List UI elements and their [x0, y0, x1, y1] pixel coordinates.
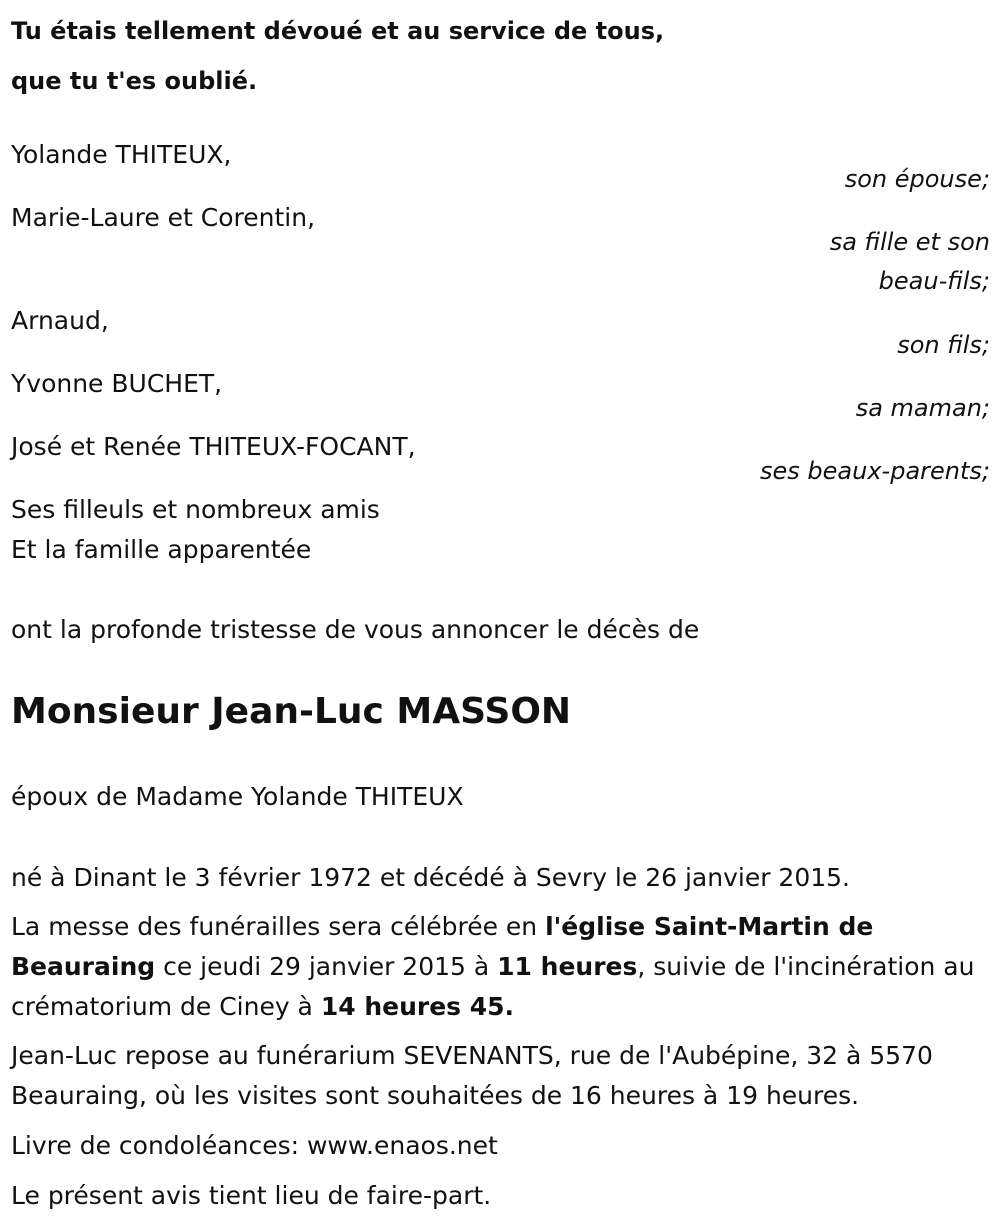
condolences-line: Livre de condoléances: www.enaos.net [11, 1131, 498, 1160]
family-member-name: Arnaud, [11, 306, 109, 335]
family-member-relation: sa fille et son beau-fils; [829, 228, 990, 295]
spouse-line: époux de Madame Yolande THITEUX [11, 782, 464, 811]
family-member-name: Yolande THITEUX, [11, 140, 232, 169]
quote-line: que tu t'es oublié. [11, 67, 258, 95]
repose-details: Jean-Luc repose au funérarium SEVENANTS, rue de l'Aubépine, 32 à 5570 Beauraing, où les visites sont souhaitées de 16 heures à 19 heures. [11, 1041, 933, 1110]
other-family-line: Ses filleuls et nombreux amis [11, 495, 380, 524]
announcement-text: ont la profonde tristesse de vous annoncer le décès de [11, 615, 700, 644]
other-family-line: Et la famille apparentée [11, 535, 312, 564]
family-member-name: Yvonne BUCHET, [11, 369, 223, 398]
notice-line: Le présent avis tient lieu de faire-part. [11, 1181, 492, 1210]
family-member-relation: sa maman; [855, 394, 990, 422]
epitaph-quote [11, 6, 664, 106]
funeral-details: La messe des funérailles sera célébrée en l'église Saint-Martin de Beauraing ce jeudi 29 janvier 2015 à 11 heures, suivie de l'incinération au crématorium de Ciney à 14 heures 45. [11, 912, 975, 1021]
quote-line: Tu étais tellement dévoué et au service de tous, [11, 17, 665, 45]
family-member-relation: son épouse; [844, 165, 990, 193]
cremation-time: 14 heures 45. [320, 992, 515, 1021]
deceased-name: Monsieur Jean-Luc MASSON [11, 691, 572, 732]
other-family [11, 490, 380, 570]
family-member-name: José et Renée THITEUX-FOCANT, [11, 432, 416, 461]
birth-death-line: né à Dinant le 3 février 1972 et décédé à Sevry le 26 janvier 2015. [11, 863, 850, 892]
family-member-relation: ses beaux-parents; [760, 457, 990, 485]
mass-time: 11 heures [497, 952, 638, 981]
church-name: l'église Saint-Martin de Beauraing [11, 912, 874, 981]
family-member-name: Marie-Laure et Corentin, [11, 203, 316, 232]
family-member-relation: son fils; [897, 331, 990, 359]
